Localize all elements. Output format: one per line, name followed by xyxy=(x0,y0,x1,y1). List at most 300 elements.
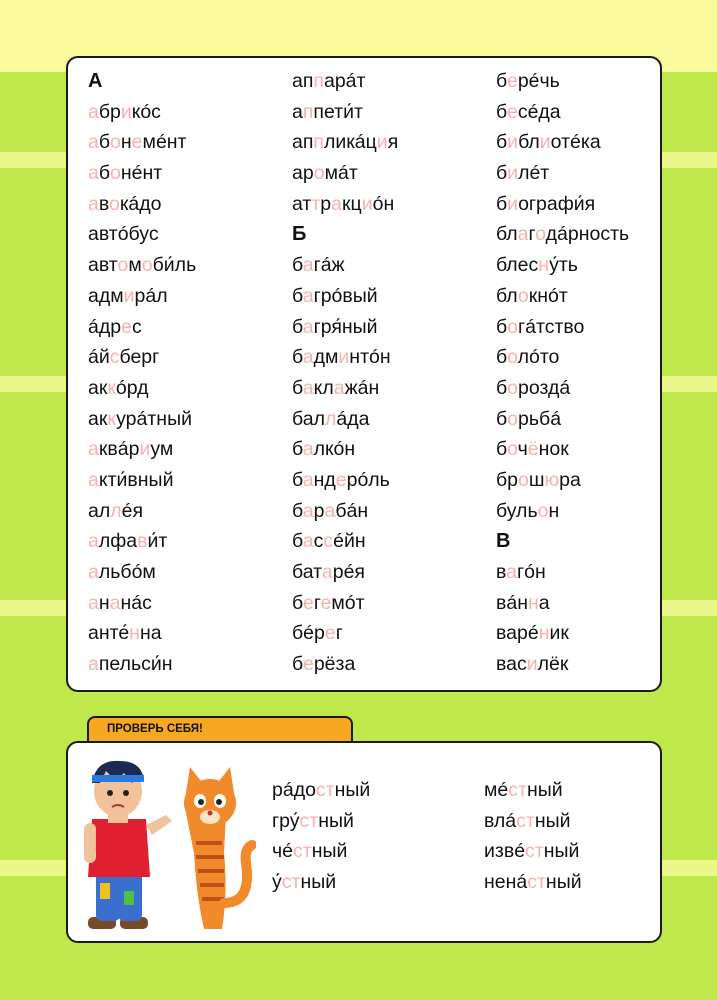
word-part: бáн xyxy=(335,499,369,522)
word-part: рéя xyxy=(332,561,365,583)
word-part: м xyxy=(128,254,142,277)
vocabulary-word xyxy=(496,281,696,312)
word-part: нéнт xyxy=(120,162,163,185)
word-part: б xyxy=(98,131,111,154)
faint-letter: к xyxy=(107,376,116,399)
faint-letter: и xyxy=(120,100,132,123)
vocabulary-word xyxy=(292,526,492,557)
letter-heading: В xyxy=(496,530,511,553)
word-part: вас xyxy=(496,653,527,676)
word-part: гру́ xyxy=(272,809,300,832)
faint-letter: о xyxy=(110,162,121,185)
faint-letter: о xyxy=(535,223,546,246)
letter-heading: Б xyxy=(292,223,307,246)
word-part: б xyxy=(292,315,303,338)
vocabulary-word xyxy=(292,281,492,312)
faint-letter: и xyxy=(361,192,373,215)
word-column-2 xyxy=(292,66,492,680)
faint-letter: и xyxy=(539,131,551,154)
vocabulary-word xyxy=(496,404,696,435)
vocabulary-word xyxy=(496,97,696,128)
word-part: б xyxy=(496,70,507,92)
word-part: б xyxy=(292,530,303,553)
word-column-3 xyxy=(496,66,696,680)
word-part: б xyxy=(292,284,303,307)
vocabulary-word xyxy=(88,465,288,496)
word-part: рáдо xyxy=(272,779,316,801)
vocabulary-word xyxy=(292,312,492,343)
word-part: ра xyxy=(559,468,581,491)
word-part: лёк xyxy=(537,653,569,676)
word-part: жáн xyxy=(344,376,380,399)
word-part: ографи́я xyxy=(518,192,596,215)
word-part: ный xyxy=(543,840,580,862)
check-column-2 xyxy=(484,775,582,897)
vocabulary-word xyxy=(88,588,288,619)
faint-letter: е xyxy=(131,131,143,154)
word-part: тéка xyxy=(561,131,601,154)
faint-letter: о xyxy=(507,315,519,338)
faint-letter: о xyxy=(313,162,325,185)
faint-letter: а xyxy=(88,162,99,185)
faint-letter: а xyxy=(88,131,99,154)
word-part: б xyxy=(292,254,303,277)
word-part: рьбá xyxy=(518,407,562,430)
word-part: ап xyxy=(292,131,314,154)
letter-heading: А xyxy=(88,70,103,92)
word-part: бат xyxy=(292,561,322,583)
faint-letter: с xyxy=(323,530,334,553)
faint-letter: е xyxy=(320,591,332,614)
word-part: мé xyxy=(484,779,509,801)
vocabulary-word xyxy=(484,775,582,806)
word-part: ар xyxy=(292,162,314,185)
word-part: б xyxy=(496,100,507,123)
word-part: рóль xyxy=(346,468,390,491)
faint-letter: а xyxy=(331,192,343,215)
faint-letter: а xyxy=(302,284,314,307)
word-part: бр xyxy=(98,100,121,123)
word-part: ный xyxy=(545,870,582,893)
word-part: блес xyxy=(496,254,539,277)
vocabulary-word xyxy=(272,867,370,898)
faint-letter: и xyxy=(507,192,519,215)
word-part: лкóн xyxy=(313,438,356,461)
word-part: извé xyxy=(484,840,526,862)
word-part: адм xyxy=(88,284,124,307)
word-part: áй xyxy=(88,346,110,369)
faint-letter: о xyxy=(507,346,518,369)
faint-letter: п xyxy=(313,70,324,92)
vocabulary-word xyxy=(272,775,370,806)
word-part: р xyxy=(313,499,325,522)
word-part: бл xyxy=(496,284,518,307)
vocabulary-word xyxy=(292,618,492,649)
boy-and-cat-illustration xyxy=(76,753,256,935)
faint-letter: а xyxy=(302,346,314,369)
word-part: ный xyxy=(526,779,563,801)
word-part: ап xyxy=(292,70,314,92)
vocabulary-word xyxy=(88,342,288,373)
word-part: кáц xyxy=(346,131,377,154)
check-yourself-label: ПРОВЕРЬ СЕБЯ! xyxy=(107,723,203,735)
word-part: в xyxy=(496,561,507,583)
vocabulary-word xyxy=(496,250,696,281)
vocabulary-word xyxy=(496,342,696,373)
faint-letter: и xyxy=(139,438,151,461)
word-part: арáт xyxy=(323,70,366,92)
word-part: г xyxy=(335,622,343,645)
word-part: б xyxy=(496,162,508,185)
vocabulary-word xyxy=(88,373,288,404)
faint-letter: е xyxy=(335,468,347,491)
word-part: варé xyxy=(496,622,539,645)
faint-letter: и xyxy=(507,131,519,154)
vocabulary-word xyxy=(292,557,492,588)
boy-illustration xyxy=(84,761,172,929)
word-part: о xyxy=(550,131,562,154)
faint-letter: о xyxy=(517,284,529,307)
faint-letter: о xyxy=(507,438,518,461)
word-part: ч xyxy=(517,438,528,461)
vocabulary-word xyxy=(292,588,492,619)
word-part: б xyxy=(98,162,111,185)
vocabulary-word xyxy=(496,158,696,189)
word-part: рáл xyxy=(134,284,168,307)
vocabulary-word xyxy=(88,557,288,588)
vocabulary-word xyxy=(88,127,288,158)
word-part: éйн xyxy=(333,530,366,553)
faint-letter: н xyxy=(527,591,539,614)
word-part: лéт xyxy=(518,162,550,185)
word-part: нáс xyxy=(120,591,152,614)
faint-letter: е xyxy=(324,622,336,645)
word-part: éя xyxy=(121,499,144,522)
word-part: ал xyxy=(88,499,111,522)
word-part: б xyxy=(496,315,508,338)
word-part: дáрность xyxy=(545,223,630,246)
word-part: б xyxy=(292,376,303,399)
vocabulary-word xyxy=(272,806,370,837)
word-part: бал xyxy=(292,407,325,430)
word-part: гóн xyxy=(517,561,546,583)
faint-letter: а xyxy=(324,499,336,522)
vocabulary-word xyxy=(496,312,696,343)
word-part: роздá xyxy=(518,376,571,399)
faint-letter: о xyxy=(518,468,529,491)
vocabulary-word xyxy=(88,281,288,312)
vocabulary-word xyxy=(496,496,696,527)
word-part: н xyxy=(548,499,560,522)
vocabulary-word xyxy=(88,158,288,189)
check-yourself-tab xyxy=(87,716,353,744)
faint-letter: а xyxy=(302,438,314,461)
faint-letter: е xyxy=(121,315,132,338)
word-part: лóто xyxy=(517,346,560,369)
word-part: мéнт xyxy=(142,131,187,154)
word-part: б xyxy=(292,499,303,522)
word-part: ли xyxy=(323,131,347,154)
word-part: áда xyxy=(336,407,370,430)
faint-letter: а xyxy=(88,100,99,123)
word-part: ум xyxy=(150,438,174,461)
vocabulary-word xyxy=(292,97,492,128)
word-part: грóвый xyxy=(313,284,378,307)
word-part: рéчь xyxy=(517,70,560,92)
word-part: гря́ный xyxy=(313,315,378,338)
vocabulary-word xyxy=(88,312,288,343)
word-part: б xyxy=(292,591,303,614)
cat-illustration xyxy=(184,767,252,929)
faint-letter: н xyxy=(538,622,550,645)
faint-letter: е xyxy=(506,100,518,123)
word-part: б xyxy=(496,376,508,399)
faint-letter: о xyxy=(507,376,519,399)
faint-letter: а xyxy=(506,561,517,583)
word-part: на xyxy=(139,622,162,645)
vocabulary-word xyxy=(292,250,492,281)
vocabulary-word xyxy=(496,618,696,649)
word-part: бéр xyxy=(292,622,325,645)
word-part: у́ть xyxy=(549,254,578,277)
word-part: б xyxy=(292,653,303,676)
faint-letter: а xyxy=(517,223,529,246)
vocabulary-word xyxy=(496,66,696,97)
word-part: ик xyxy=(549,622,569,645)
faint-letter: а xyxy=(109,591,121,614)
word-part: ш xyxy=(528,468,545,491)
word-part: óн xyxy=(372,192,395,215)
word-part: влá xyxy=(484,809,517,832)
word-part: би́ль xyxy=(152,254,197,277)
word-part: н xyxy=(98,591,110,614)
faint-letter: ст xyxy=(281,870,301,893)
faint-letter: а xyxy=(321,561,333,583)
vocabulary-word xyxy=(292,404,492,435)
vocabulary-word xyxy=(88,434,288,465)
word-part: пельси́н xyxy=(98,653,173,676)
faint-letter: л xyxy=(324,407,337,430)
faint-letter: е xyxy=(302,653,314,676)
word-part: б xyxy=(496,407,508,430)
faint-letter: а xyxy=(302,254,314,277)
faint-letter: а xyxy=(302,315,314,338)
faint-letter: ст xyxy=(527,870,546,893)
word-part: мóт xyxy=(331,591,365,614)
word-part: ный xyxy=(318,809,354,832)
faint-letter: с xyxy=(109,346,120,369)
vocabulary-word xyxy=(496,588,696,619)
word-part: мáт xyxy=(324,162,358,185)
faint-letter: п xyxy=(302,100,314,123)
word-part: ак xyxy=(88,407,108,430)
word-part: в xyxy=(98,192,109,215)
word-part: гáж xyxy=(313,254,345,277)
vocabulary-word xyxy=(292,158,492,189)
word-part: кл xyxy=(313,376,334,399)
word-part: р xyxy=(320,192,332,215)
word-part: дм xyxy=(313,346,339,369)
word-part: áдр xyxy=(88,315,122,338)
word-part: б xyxy=(496,131,508,154)
faint-letter: ё xyxy=(527,438,539,461)
faint-letter: а xyxy=(302,468,314,491)
word-part: квáр xyxy=(98,438,140,461)
faint-letter: о xyxy=(117,254,129,277)
faint-letter: а xyxy=(88,438,99,461)
word-column-1 xyxy=(88,66,288,680)
word-part: урáтный xyxy=(116,407,192,430)
word-part: б xyxy=(292,438,303,461)
vocabulary-word xyxy=(88,189,288,220)
vocabulary-word xyxy=(292,127,492,158)
vocabulary-word xyxy=(484,867,582,898)
faint-letter: п xyxy=(313,131,324,154)
vocabulary-word xyxy=(496,373,696,404)
vocabulary-word xyxy=(292,434,492,465)
word-part: б xyxy=(292,346,303,369)
word-part: с xyxy=(313,530,324,553)
faint-letter: е xyxy=(302,591,314,614)
word-part: бл xyxy=(518,131,540,154)
vocabulary-word xyxy=(496,465,696,496)
word-part: ат xyxy=(292,192,312,215)
vocabulary-word xyxy=(496,189,696,220)
word-part: ный xyxy=(534,809,571,832)
vocabulary-word xyxy=(496,434,696,465)
word-part: рёза xyxy=(313,653,356,676)
word-part: ный xyxy=(300,870,337,893)
word-part: с xyxy=(131,315,142,338)
vocabulary-word xyxy=(496,219,696,250)
vocabulary-word xyxy=(272,836,370,867)
word-part: г xyxy=(528,223,536,246)
faint-letter: о xyxy=(537,499,549,522)
vocabulary-word xyxy=(88,649,288,680)
word-part: бл xyxy=(496,223,518,246)
faint-letter: о xyxy=(141,254,153,277)
word-part: кóс xyxy=(131,100,161,123)
vocabulary-word xyxy=(292,373,492,404)
faint-letter: л xyxy=(110,499,122,522)
word-part: кц xyxy=(342,192,362,215)
faint-letter: и xyxy=(338,346,350,369)
faint-letter: ст xyxy=(516,809,535,832)
vocabulary-word xyxy=(496,649,696,680)
vocabulary-word xyxy=(484,836,582,867)
word-part: ненá xyxy=(484,870,528,893)
word-part: кнóт xyxy=(528,284,568,307)
word-part: ный xyxy=(334,779,371,801)
vocabulary-word xyxy=(88,250,288,281)
faint-letter: а xyxy=(88,192,99,215)
word-part: авт xyxy=(88,254,118,277)
word-part: буль xyxy=(496,499,538,522)
dictionary-card xyxy=(66,56,662,692)
faint-letter: и xyxy=(376,131,388,154)
word-part: а xyxy=(292,100,303,123)
faint-letter: ст xyxy=(315,779,335,801)
check-yourself-card xyxy=(66,741,662,943)
word-part: б xyxy=(496,192,508,215)
word-part: нд xyxy=(313,468,336,491)
faint-letter: а xyxy=(88,530,99,553)
vocabulary-word xyxy=(88,618,288,649)
faint-letter: н xyxy=(538,254,550,277)
vocabulary-word xyxy=(292,465,492,496)
faint-letter: и xyxy=(507,162,519,185)
vocabulary-word xyxy=(292,496,492,527)
word-part: б xyxy=(496,346,508,369)
word-part: кáдо xyxy=(119,192,162,215)
faint-letter: т xyxy=(311,192,321,215)
vocabulary-word xyxy=(88,496,288,527)
check-column-1 xyxy=(272,775,370,897)
word-part: б xyxy=(496,438,508,461)
word-part: б xyxy=(292,468,303,491)
word-part: чé xyxy=(272,840,294,862)
word-part: г xyxy=(313,591,321,614)
faint-letter: а xyxy=(88,653,99,676)
vocabulary-word xyxy=(496,557,696,588)
faint-letter: ст xyxy=(293,840,312,862)
vocabulary-word xyxy=(292,189,492,220)
vocabulary-word xyxy=(88,97,288,128)
faint-letter: а xyxy=(88,561,99,583)
word-part: óрд xyxy=(115,376,149,399)
faint-letter: н xyxy=(129,622,140,645)
word-part: бр xyxy=(496,468,519,491)
word-part: нок xyxy=(538,438,569,461)
faint-letter: к xyxy=(107,407,117,430)
faint-letter: а xyxy=(88,591,99,614)
word-part: у́ xyxy=(272,870,282,893)
faint-letter: и xyxy=(123,284,135,307)
vocabulary-word xyxy=(292,342,492,373)
word-part: льбóм xyxy=(98,561,156,583)
vocabulary-word xyxy=(292,649,492,680)
word-part: пети́т xyxy=(313,100,363,123)
faint-letter: ст xyxy=(525,840,544,862)
faint-letter: ст xyxy=(508,779,527,801)
word-part: анте́ xyxy=(88,622,130,645)
word-part: и́т xyxy=(147,530,168,553)
vocabulary-word xyxy=(292,66,492,97)
faint-letter: о xyxy=(507,407,519,430)
word-part: лфа xyxy=(98,530,138,553)
word-part: я xyxy=(387,131,399,154)
faint-letter: ст xyxy=(299,809,319,832)
vocabulary-word xyxy=(496,127,696,158)
faint-letter: о xyxy=(110,131,121,154)
vocabulary-word xyxy=(88,404,288,435)
vocabulary-word xyxy=(484,806,582,837)
faint-letter: а xyxy=(302,376,314,399)
word-part: нтóн xyxy=(349,346,391,369)
faint-letter: в xyxy=(137,530,148,553)
word-part: автóбус xyxy=(88,223,159,246)
word-part: ак xyxy=(88,376,108,399)
word-part: а xyxy=(538,591,550,614)
vocabulary-word xyxy=(88,526,288,557)
word-part: ный xyxy=(311,840,348,862)
word-part: вáн xyxy=(496,591,528,614)
faint-letter: а xyxy=(333,376,345,399)
vocabulary-word xyxy=(88,219,288,250)
faint-letter: а xyxy=(302,499,314,522)
faint-letter: и xyxy=(526,653,538,676)
faint-letter: о xyxy=(109,192,120,215)
